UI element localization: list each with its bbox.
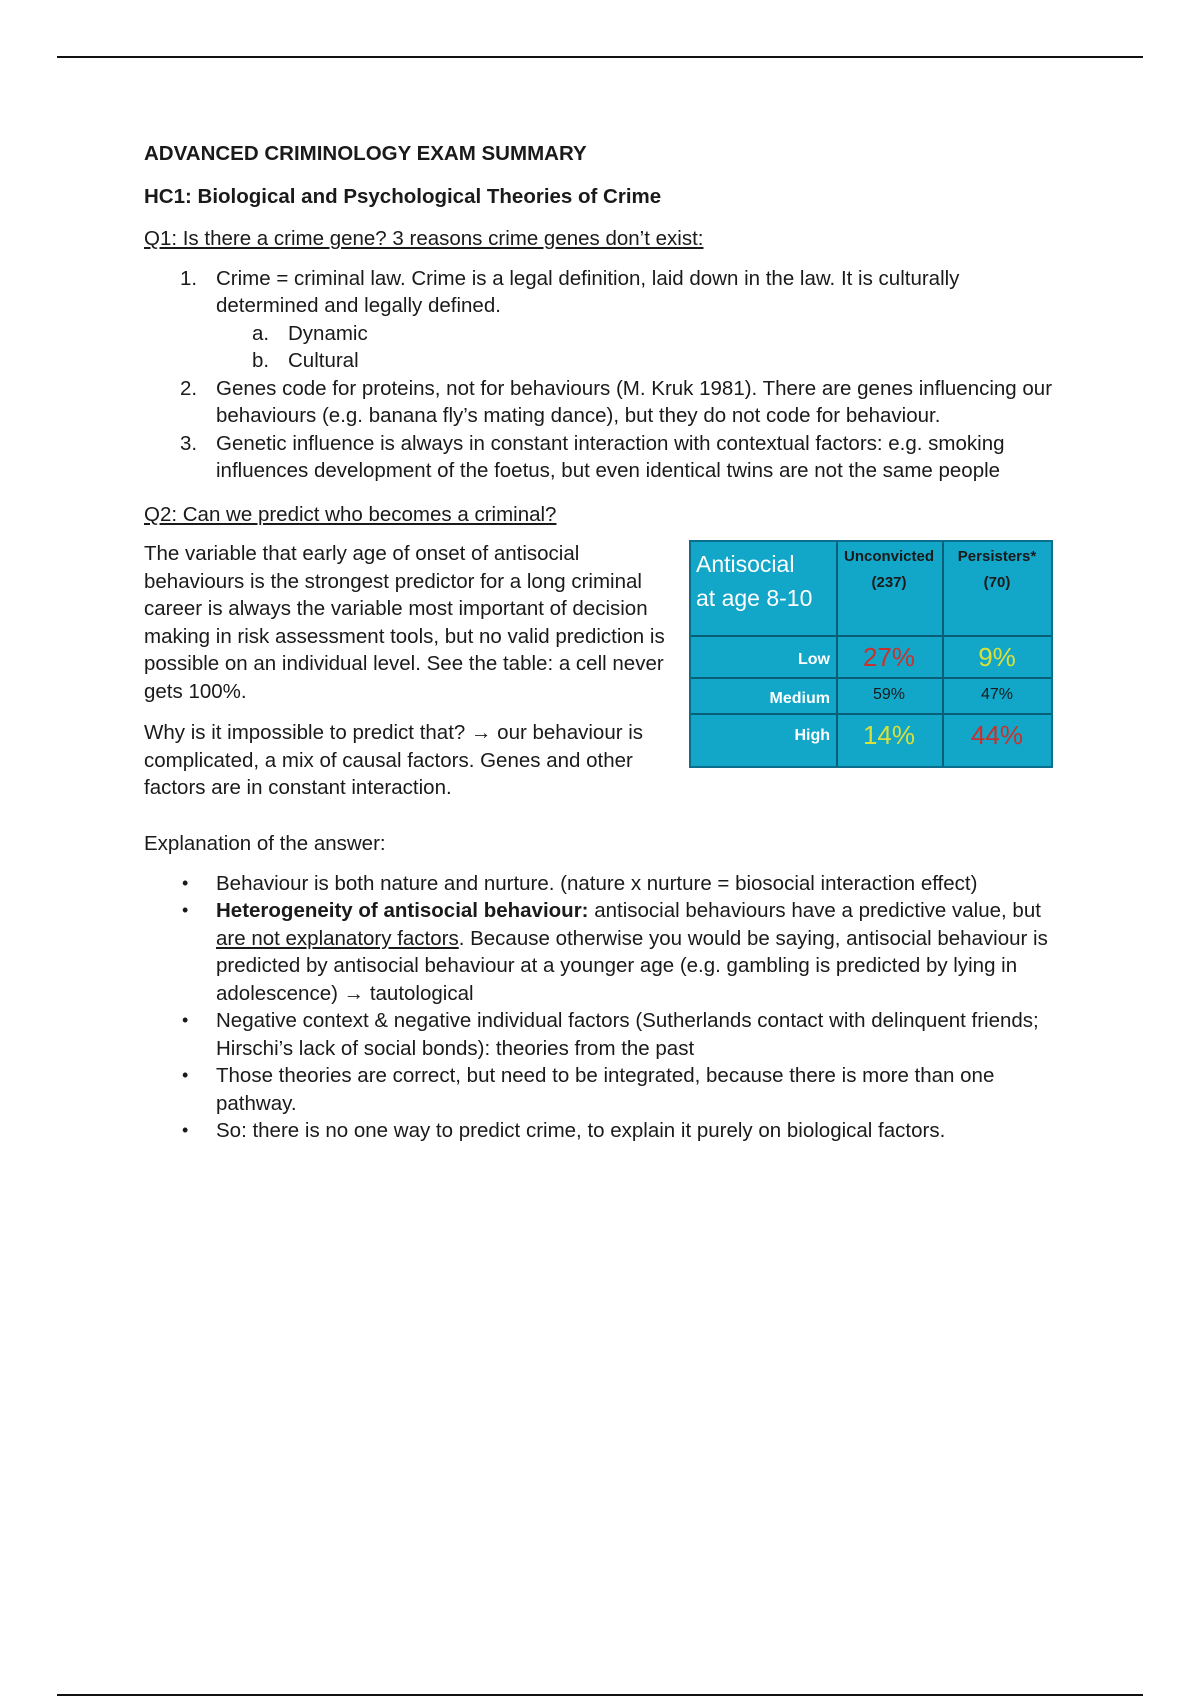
- bullet-text: . Because otherwise you would be saying, antisocial behaviour is predicted by antisocial behaviour at a younger age (e.g. gambling is predicted by lying in adolescence) → tautological: [216, 926, 1048, 1005]
- explanation-heading: Explanation of the answer:: [144, 832, 386, 855]
- bullet-marker: •: [182, 900, 189, 920]
- list-marker: 1.: [180, 266, 198, 290]
- bullet-marker: •: [182, 1120, 189, 1140]
- bullet-item: [144, 870, 1064, 898]
- table-divider: [691, 635, 1051, 637]
- list-item-text: Genes code for proteins, not for behaviours (M. Kruk 1981). There are genes influencing our behaviours (e.g. banana fly’s mating dance), but they do not code for behaviour.: [216, 376, 1053, 427]
- table-divider: [691, 677, 1051, 679]
- list-item-text: Crime = criminal law. Crime is a legal definition, laid down in the law. It is culturally determined and legally defined.: [216, 266, 960, 317]
- bottom-rule: [57, 1694, 1143, 1696]
- bullet-marker: •: [182, 872, 189, 893]
- bullet-marker: •: [182, 1065, 189, 1085]
- row-header-medium: Medium: [769, 690, 830, 707]
- q2-text-column: [144, 540, 674, 802]
- cell-medium-persisters: 47%: [980, 686, 1014, 703]
- column-header-unconvicted: [836, 544, 942, 596]
- q1-reasons-list: [144, 265, 1064, 485]
- row-header-high: High: [794, 727, 830, 744]
- table-corner-heading: [696, 547, 812, 615]
- bullet-item: [144, 897, 1064, 1007]
- cell-high-unconvicted: 14%: [862, 720, 916, 750]
- document-title: ADVANCED CRIMINOLOGY EXAM SUMMARY: [144, 142, 587, 165]
- list-marker: 3.: [180, 431, 198, 455]
- list-item: [144, 375, 1064, 430]
- sublist-item-text: Dynamic: [288, 321, 368, 345]
- bullet-item: [144, 1062, 1064, 1117]
- column-header-count: (237): [871, 574, 907, 591]
- paragraph: Why is it impossible to predict that? → our behaviour is complicated, a mix of causal factors. Genes and other factors are in constant interaction.: [144, 721, 644, 799]
- list-item-text: Genetic influence is always in constant interaction with contextual factors: e.g. smoking influences development of the foetus, but even identical twins are not the same people: [216, 431, 1005, 482]
- section-heading-hc1: HC1: Biological and Psychological Theories of Crime: [144, 184, 662, 208]
- list-item: [144, 265, 1064, 375]
- column-header-name: Persisters*: [957, 548, 1037, 565]
- bullet-text: antisocial behaviours have a predictive value, but: [588, 899, 1041, 922]
- column-header-persisters: [942, 544, 1052, 596]
- q2-section: [144, 540, 1064, 830]
- bullet-item: [144, 1007, 1064, 1062]
- cell-medium-unconvicted: 59%: [872, 686, 906, 703]
- bullet-underlined-text: are not explanatory factors: [216, 926, 459, 950]
- sublist-item-text: Cultural: [288, 349, 359, 372]
- column-header-name: Unconvicted: [843, 548, 934, 565]
- bullet-bold-term: Heterogeneity of antisocial behaviour:: [216, 899, 589, 922]
- cell-low-persisters: 9%: [978, 642, 1016, 672]
- cell-low-unconvicted: 27%: [862, 642, 916, 672]
- bullet-marker: •: [182, 1010, 189, 1030]
- paragraph: The variable that early age of onset of antisocial behaviours is the strongest predictor for a long criminal career is always the variable most important of decision making in risk assessment tools, but no valid prediction is possible on an individual level. See the table: a cell never gets 100%.: [144, 542, 665, 703]
- question-q2: Q2: Can we predict who becomes a criminal?: [144, 502, 557, 526]
- table-heading-line: Antisocial: [696, 551, 795, 577]
- table-divider: [691, 713, 1051, 715]
- question-q1: Q1: Is there a crime gene? 3 reasons crime genes don’t exist:: [144, 227, 704, 250]
- column-header-count: (70): [983, 574, 1011, 591]
- antisocial-table: [689, 540, 1053, 768]
- bullet-text: Behaviour is both nature and nurture. (nature x nurture = biosocial interaction effect): [216, 871, 978, 895]
- sublist-marker: b.: [252, 349, 270, 372]
- table-heading-line: at age 8-10: [696, 585, 813, 611]
- bullet-text: So: there is no one way to predict crime, to explain it purely on biological factors.: [216, 1119, 946, 1142]
- explanation-bullet-list: [144, 870, 1064, 1145]
- sublist-item: [216, 347, 1064, 375]
- bullet-item: [144, 1117, 1064, 1145]
- bullet-text: Negative context & negative individual factors (Sutherlands contact with delinquent friends; Hirschi’s lack of social bonds): theories from the past: [216, 1009, 1039, 1060]
- sublist: [216, 320, 1064, 375]
- document-page: [144, 140, 1064, 1145]
- row-header-low: Low: [798, 651, 830, 668]
- top-rule: [57, 56, 1143, 58]
- sublist-marker: a.: [252, 321, 270, 345]
- list-item: [144, 430, 1064, 485]
- sublist-item: [216, 320, 1064, 348]
- list-marker: 2.: [180, 376, 198, 400]
- bullet-text: Those theories are correct, but need to be integrated, because there is more than one pathway.: [216, 1064, 995, 1115]
- cell-high-persisters: 44%: [970, 720, 1024, 750]
